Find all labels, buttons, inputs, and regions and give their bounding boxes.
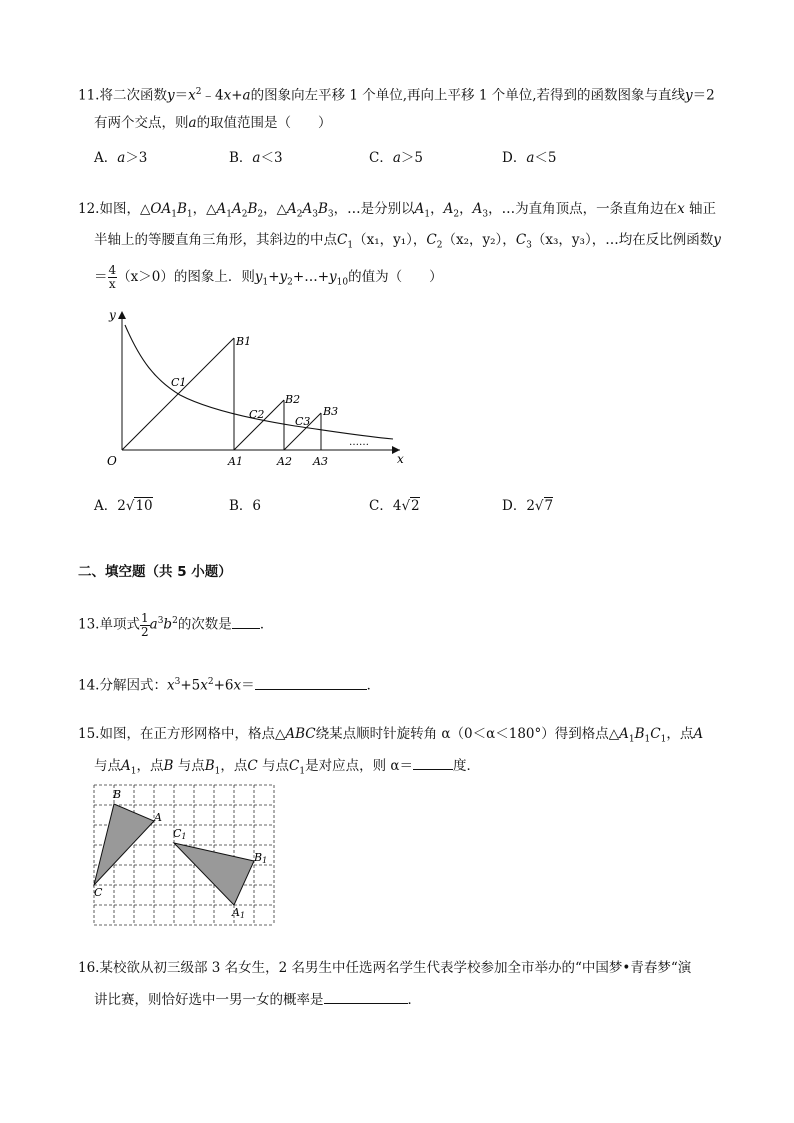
q11-number: 11. [78, 87, 100, 104]
fig-label-c1: C1 [171, 376, 187, 389]
fig-label-x: x [397, 452, 404, 466]
grid-label-c1: C1 [173, 827, 187, 841]
q11-line1: 11.将二次函数$y=x^2﹣4x+a$的图象向左平移 1 个单位,再向上平移 1 个单位,若得到的函数图象与直线y＝2 [78, 87, 715, 104]
q13-line: 13.单项式 $\frac{1}{2}$ $a^3b^2$的次数是 ． [78, 610, 274, 639]
q12-option-d[interactable]: D．2√7 [502, 498, 554, 514]
q12-option-c[interactable]: C．4√2 [369, 498, 420, 514]
q12-figure [95, 305, 415, 470]
section-title: 二、填空题（共 5 小题） [78, 564, 232, 580]
grid-label-b: B [113, 788, 122, 801]
q15-answer-blank[interactable] [413, 757, 453, 770]
q14-answer-blank[interactable] [255, 677, 367, 690]
grid-label-b1: B1 [254, 851, 268, 865]
grid-label-a1: A1 [232, 906, 246, 920]
q12-line3: ＝ $\frac{4}{x}$ （x＞0）的图象上．则$y_1+y_2+\dots+y_{10}$的值为（ ） [94, 263, 443, 291]
fig-label-b1: B1 [236, 335, 252, 348]
q12-number: 12. [78, 201, 100, 217]
q11-option-d[interactable]: D．a＜5 [502, 150, 557, 166]
fig-label-y: y [109, 308, 116, 322]
q13-answer-blank[interactable] [232, 616, 260, 629]
q16-line2: 讲比赛，则恰好选中一男一女的概率是 ． [94, 992, 421, 1008]
fig-label-ellipsis: …… [349, 437, 369, 448]
q15-grid-figure [93, 784, 277, 926]
fig-label-c2: C2 [249, 408, 265, 421]
fig-label-o: O [107, 454, 117, 468]
q15-line2: 与点$A_1$，点B 与点$B_1$，点C 与点$C_1$是对应点，则 α＝ 度． [94, 758, 480, 777]
fig-label-a3: A3 [313, 455, 328, 468]
fig-label-c3: C3 [295, 415, 311, 428]
q11-line2: 有两个交点，则a的取值范围是（ ） [94, 115, 332, 131]
q12-line1: 12.如图，$\triangle OA_1B_1$，$\triangle A_1A_2B_2$，$\triangle A_2A_3B_3$，…是分别以$A_1$，$A_2$，$A_3$，…为直角顶点，一条直角边在x 轴正 [78, 201, 716, 220]
q12-line2: 半轴上的等腰直角三角形，其斜边的中点$C_1(x_1$，y₁），$C_2(x_2$，y₂），$C_3(x_3$，y₃），…均在反比例函数y [94, 232, 721, 251]
fig-label-b2: B2 [285, 393, 301, 406]
q16-answer-blank[interactable] [324, 991, 408, 1004]
q11-option-b[interactable]: B．a＜3 [229, 150, 283, 166]
fig-label-b3: B3 [323, 405, 339, 418]
q12-fraction: $\frac{4}{x}$ [108, 263, 117, 291]
q11-option-a[interactable]: A．a＞3 [94, 150, 148, 166]
q14-line: 14.分解因式：$x^3+5x^2+6x=$ ． [78, 677, 381, 694]
grid-label-a: A [154, 811, 162, 824]
fig-label-a2: A2 [277, 455, 292, 468]
q16-line1: 16.某校欲从初三级部 3 名女生，2 名男生中任选两名学生代表学校参加全市举办的“中国梦•青春梦“演 [78, 960, 692, 976]
grid-label-c: C [94, 886, 103, 899]
q15-line1: 15.如图，在正方形网格中，格点△ABC绕某点顺时针旋转角 α（0＜α＜180°）得到格点$\triangle A_1B_1C_1$，点A [78, 726, 704, 745]
q11-option-c[interactable]: C．a＞5 [369, 150, 423, 166]
q12-option-b[interactable]: B．6 [229, 498, 262, 514]
fig-label-a1: A1 [228, 455, 243, 468]
q12-option-a[interactable]: A．2√10 [94, 498, 153, 514]
